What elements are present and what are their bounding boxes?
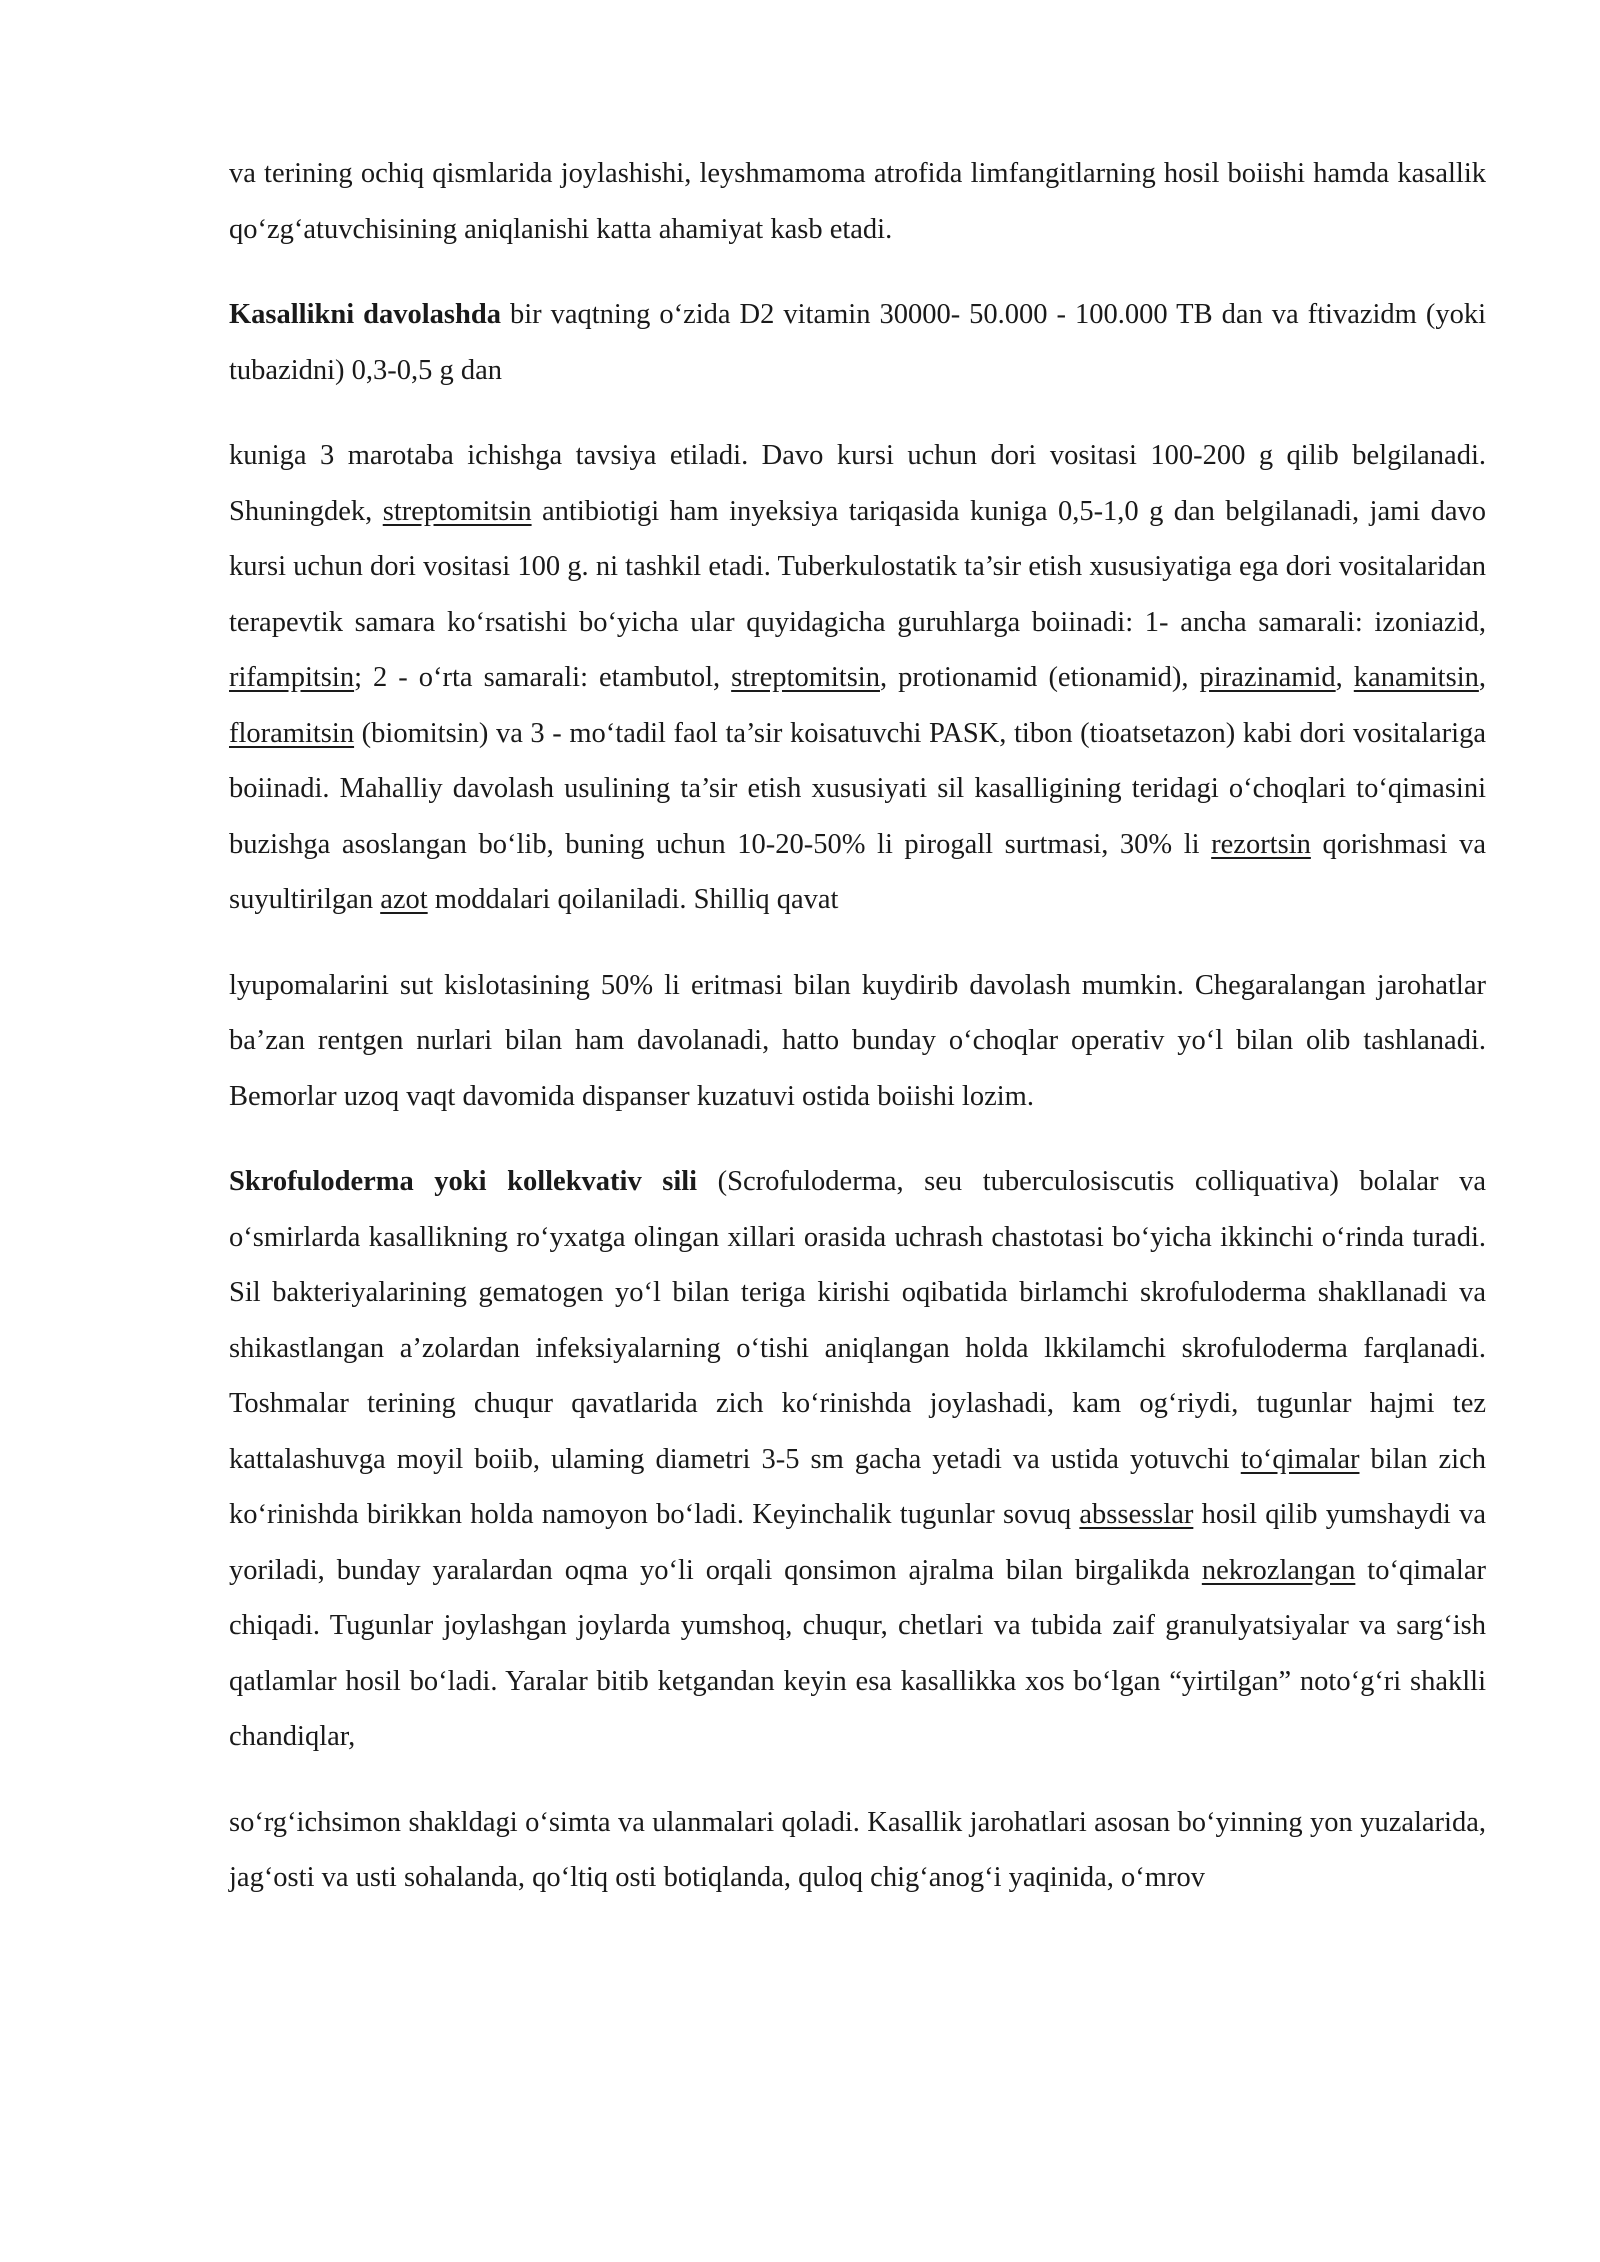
paragraph (229, 428, 1486, 928)
bold-heading-term: Skrofuloderma yoki kollekvativ sili (229, 1166, 698, 1197)
text-run: lyupomalarini sut kislotasining 50% li eritmasi bilan kuydirib davolash mumkin. Chegaralangan jarohatlar ba’zan rentgen nurlari bilan ham davolanadi, hatto bunday o‘choqlar operativ yo‘l bilan olib tashlanadi. Bemorlar uzoq vaqt davomida dispanser kuzatuvi ostida boiishi lozim. (229, 969, 1486, 1112)
text-run: , (1478, 662, 1486, 693)
text-run: va terining ochiq qismlarida joylashishi, leyshmamoma atrofida limfangitlarning hosil boiishi hamda kasallik qo‘zg‘atuvchisining aniqlanishi katta ahamiyat kasb etadi. (229, 158, 1486, 245)
paragraph (229, 958, 1486, 1125)
paragraph (229, 287, 1486, 398)
document-page (229, 146, 1486, 1936)
hyperlink-term[interactable]: to‘qimalar (1240, 1443, 1360, 1475)
hyperlink-term[interactable]: streptomitsin (731, 662, 880, 693)
text-run: to‘qimalar chiqadi. Tugunlar joylashgan joylarda yumshoq, chuqur, chetlari va tubida zaif granulyatsiyalar va sarg‘ish qatlamlar hosil bo‘ladi. Yaralar bitib ketgandan keyin esa kasallikka xos bo‘lgan “yirtilgan” noto‘g‘ri shaklli chandiqlar, (229, 1554, 1486, 1752)
bold-heading-term: Kasallikni davolashda (229, 299, 501, 330)
text-run: , (1335, 662, 1354, 693)
text-run: bilan zich ko‘rinishda birikkan holda namoyon bo‘ladi. Keyinchalik tugunlar sovuq (229, 1443, 1486, 1530)
paragraph (229, 146, 1486, 257)
text-run: antibiotigi ham inyeksiya tariqasida kuniga 0,5-1,0 g dan belgilanadi, jami davo kursi uchun dori vositasi 100 g. ni tashkil etadi. Tuberkulostatik ta’sir etish xususiyatiga ega dori vositalaridan terapevtik samara ko‘rsatishi bo‘yicha ular quyidagicha guruhlarga boiinadi: 1- ancha samarali: izoniazid, (229, 495, 1487, 638)
text-run: kuniga 3 marotaba ichishga tavsiya etiladi. Davo kursi uchun dori vositasi 100-200 g qilib belgilanadi. Shuningdek, (229, 440, 1486, 527)
hyperlink-term[interactable]: abssesslar (1079, 1499, 1194, 1530)
hyperlink-term[interactable]: pirazinamid (1199, 662, 1336, 693)
text-run: , protionamid (etionamid), (879, 662, 1200, 693)
paragraph (229, 1795, 1486, 1906)
text-run: moddalari qoilaniladi. Shilliq qavat (427, 884, 839, 915)
hyperlink-term[interactable]: floramitsin (229, 717, 355, 749)
text-run: ; 2 - o‘rta samarali: etambutol, (354, 662, 732, 693)
hyperlink-term[interactable]: kanamitsin (1353, 662, 1479, 693)
paragraph (229, 1154, 1486, 1765)
hyperlink-term[interactable]: azot (380, 884, 428, 915)
text-run: (biomitsin) va 3 - mo‘tadil faol ta’sir koisatuvchi PASK, tibon (tioatsetazon) kabi dori vositalariga boiinadi. Mahalliy davolash usulining ta’sir etish xususiyati sil kasalligining teridagi o‘choqlari to‘qimasini buzishga asoslangan bo‘lib, buning uchun 10-20-50% li pirogall surtmasi, 30% li (229, 717, 1486, 860)
text-run: qorishmasi va suyultirilgan (229, 828, 1486, 915)
text-run: bir vaqtning o‘zida D2 vitamin 30000- 50.000 - 100.000 TB dan va ftivazidm (yoki tubazidni) 0,3-0,5 g dan (229, 299, 1486, 386)
text-run: hosil qilib yumshaydi va yoriladi, bunday yaralardan oqma yo‘li orqali qonsimon ajralma bilan birgalikda (229, 1499, 1486, 1586)
hyperlink-term[interactable]: streptomitsin (382, 495, 532, 527)
hyperlink-term[interactable]: nekrozlangan (1201, 1554, 1356, 1586)
text-run: so‘rg‘ichsimon shakldagi o‘simta va ulanmalari qoladi. Kasallik jarohatlari asosan bo‘yinning yon yuzalarida, jag‘osti va usti sohalanda, qo‘ltiq osti botiqlanda, quloq chig‘anog‘i yaqinida, o‘mrov (229, 1806, 1486, 1893)
hyperlink-term[interactable]: rifampitsin (229, 662, 355, 693)
hyperlink-term[interactable]: rezortsin (1211, 828, 1311, 860)
text-run: (Scrofuloderma, seu tuberculosiscutis colliquativa) bolalar va o‘smirlarda kasallikning ro‘yxatga olingan xillari orasida uchrash chastotasi bo‘yicha ikkinchi o‘rinda turadi. Sil bakteriyalarining gematogen yo‘l bilan teriga kirishi oqibatida birlamchi skrofuloderma shakllanadi va shikastlangan a’zolardan infeksiyalarning o‘tishi aniqlangan holda lkkilamchi skrofuloderma farqlanadi. Toshmalar terining chuqur qavatlarida zich ko‘rinishda joylashadi, kam og‘riydi, tugunlar hajmi tez kattalashuvga moyil boiib, ulaming diametri 3-5 sm gacha yetadi va ustida yotuvchi (229, 1166, 1486, 1475)
